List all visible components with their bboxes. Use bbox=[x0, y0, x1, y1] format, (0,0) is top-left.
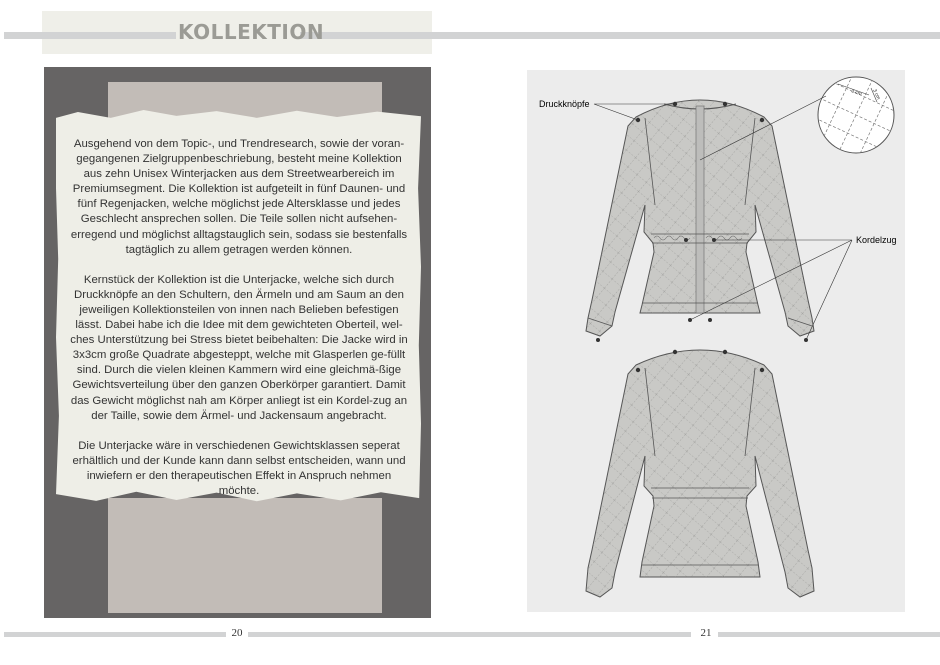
footer-rule-3 bbox=[718, 632, 940, 637]
page-number-right: 21 bbox=[700, 627, 712, 639]
jacket-front-view bbox=[586, 100, 814, 342]
paragraph-1: Ausgehend von dem Topic-, und Trendresearch, sowie der voran-gegangenen Zielgruppenbeschriebung, besteht meine Kollektion aus zehn Unisex Winterjacken aus dem Streetwearbereich im Premiumsegment. Die Kollektion ist aufgeteilt in fünf Daunen- und fünf Regenjacken, welche möglichst jede Altersklasse und jedes Geschlecht ansprechen sollen. Die Teile sollen nicht aufsehen-erregend und möglichst alltagstauglich sein, sodass sie bestenfalls tagtäglich zu allem getragen werden können. bbox=[70, 138, 408, 256]
footer-rule-2 bbox=[248, 632, 691, 637]
jacket-back-view bbox=[586, 350, 814, 597]
front-zipper bbox=[696, 106, 704, 313]
dimension-label-width: 3 cm bbox=[850, 88, 863, 98]
dimension-label-height: 3 cm bbox=[871, 88, 882, 101]
back-quilting bbox=[586, 350, 814, 597]
footer-rule-1 bbox=[4, 632, 226, 637]
page-number-left: 20 bbox=[231, 627, 243, 639]
page-title: KOLLEKTION bbox=[178, 20, 325, 44]
label-drawstring: Kordelzug bbox=[856, 235, 897, 245]
paragraph-3: Die Unterjacke wäre in verschiedenen Gewichtsklassen seperat erhältlich und der Kunde kann dann selbst entscheiden, wann und inwiefern er den therapeutischen Effekt in Anspruch nehmen möchte. bbox=[72, 439, 406, 497]
paragraph-2: Kernstück der Kollektion ist die Unterjacke, welche sich durch Druckknöpfe an den Schultern, den Ärmeln und am Saum an den jeweiligen Kollektionsteilen von innen nach Belieben befestigen lässt. Dabei habe ich die Idee mit dem gewichteten Oberteil, wel-ches Unterstützung bei Stress bietet beibehalten: Die Jacke wird in 3x3cm große Quadrate abgesteppt, welche mit Glasperlen ge-füllt sind. Durch die vielen kleinen Kammern wird eine gleichmä-ßige Gewichtsverteilung über den ganzen Oberkörper garantiert. Damit das Gewicht möglichst nah am Körper anliegt ist ein Kordel-zug an der Taille, sowie dem Ärmel- und Jackensaum angebracht. bbox=[70, 273, 408, 422]
quilting-detail-circle bbox=[795, 55, 916, 175]
label-snaps: Druckknöpfe bbox=[539, 99, 590, 109]
